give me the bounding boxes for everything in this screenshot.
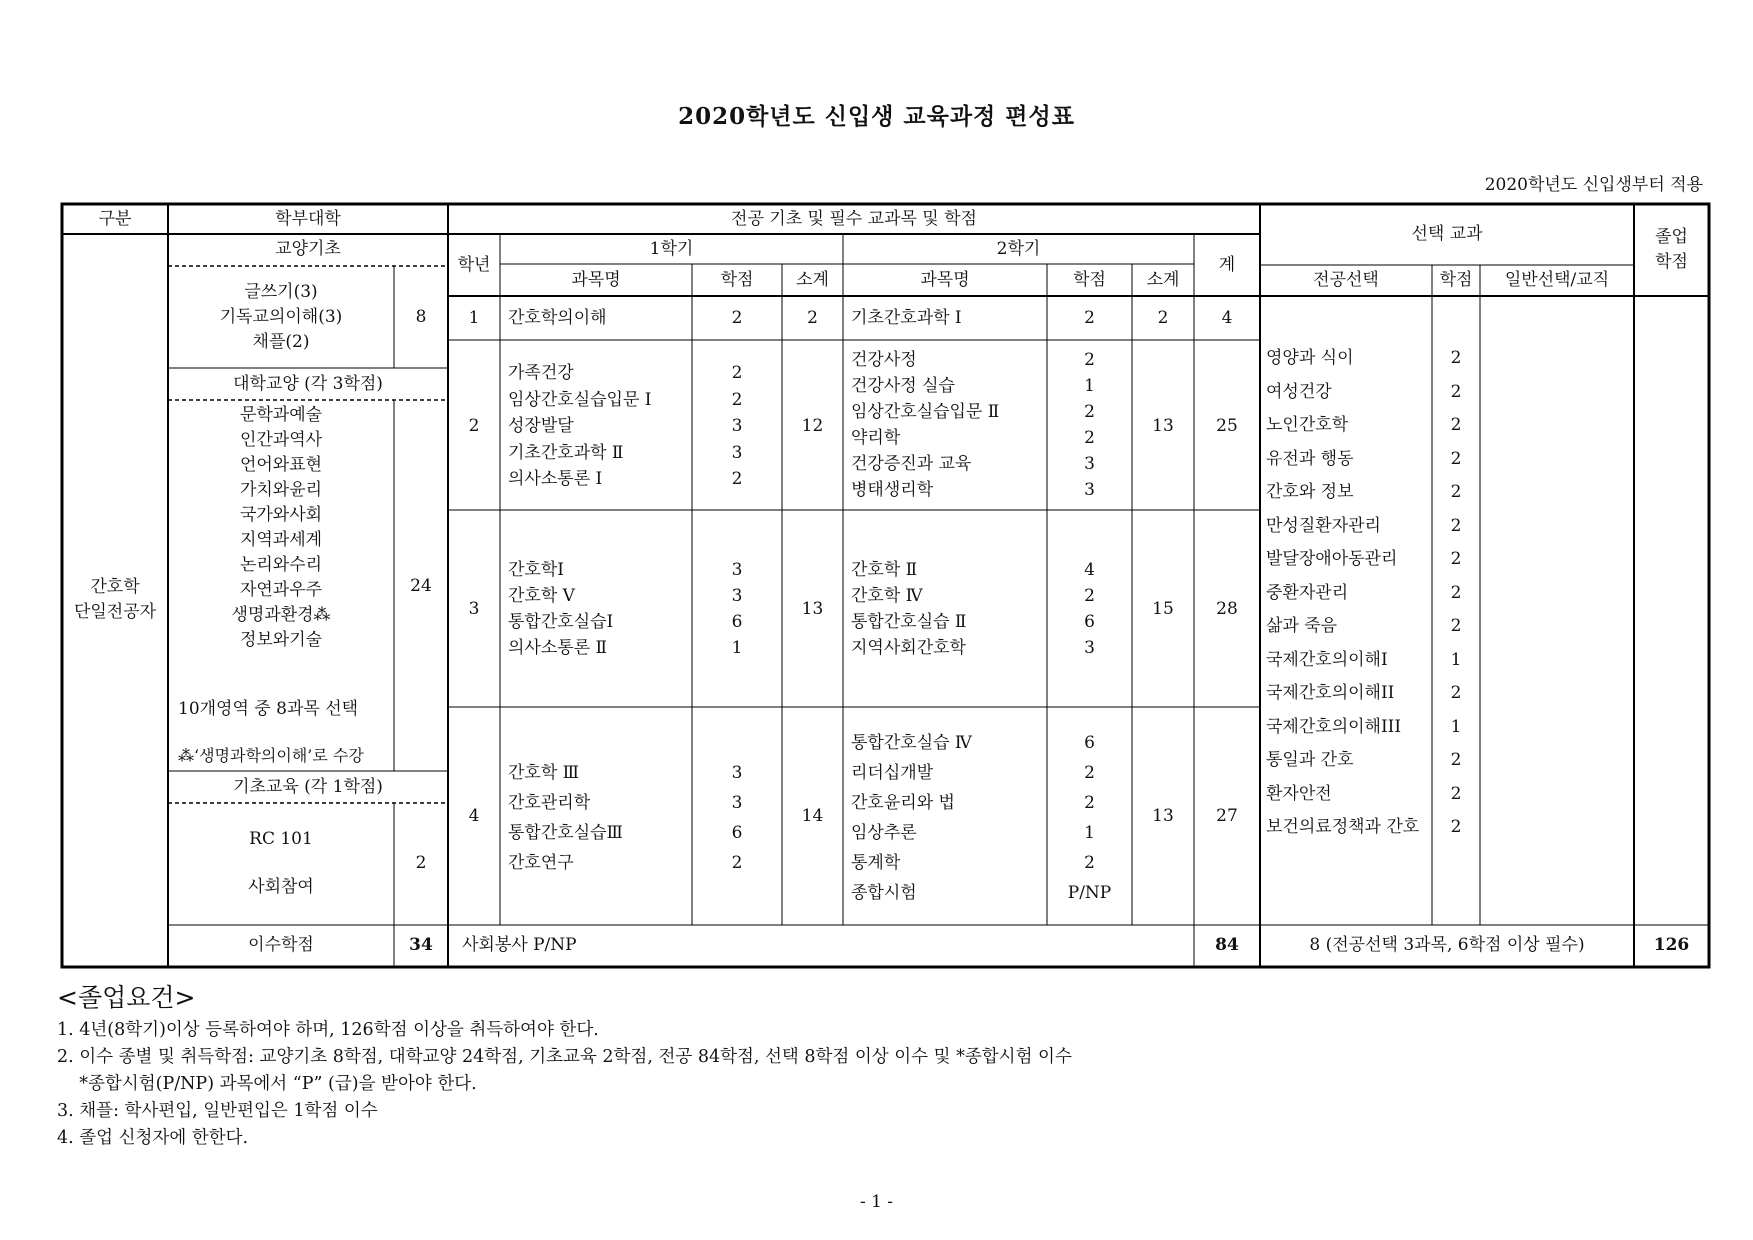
document-title: 2020학년도 신입생 교육과정 편성표 xyxy=(678,103,1075,130)
year-4-s1-credits: 3 3 6 2 xyxy=(731,763,743,873)
year-1-s2-courses: 기초간호과학 Ⅰ xyxy=(851,308,962,328)
year-4-s1-subtotal: 14 xyxy=(801,806,824,826)
year-4-s2-credits: 6 2 2 1 2 P/NP xyxy=(1067,733,1112,903)
elective-credit: 2 xyxy=(1450,348,1462,368)
elective-credit: 1 xyxy=(1450,649,1462,670)
elective-name: 영양과 식이 xyxy=(1266,348,1354,368)
elective-credit: 2 xyxy=(1450,616,1462,636)
elective-credit: 2 xyxy=(1450,515,1462,536)
year-2-total: 25 xyxy=(1216,416,1238,436)
basic-edu-course2: 사회참여 xyxy=(248,877,314,897)
year-1-s2-credits: 2 xyxy=(1084,308,1095,328)
year-2-s2-credits: 2 1 2 2 3 3 xyxy=(1084,350,1095,500)
header-total: 계 xyxy=(1218,255,1236,275)
elective-name: 통일과 간호 xyxy=(1266,750,1354,770)
elective-credit: 1 xyxy=(1450,716,1462,737)
header-credit-1: 학점 xyxy=(720,270,754,290)
year-4-label: 4 xyxy=(468,806,480,826)
elective-name: 유전과 행동 xyxy=(1266,448,1354,469)
basic-liberal-title: 교양기초 xyxy=(275,239,341,259)
year-3-total: 28 xyxy=(1216,599,1238,619)
requirement-item: 2. 이수 종별 및 취득학점: 교양기초 8학점, 대학교양 24학점, 기초교육 2학점, 전공 84학점, 선택 8학점 이상 이수 및 *종합시험 이수 xyxy=(57,1047,1072,1067)
elective-name: 노인간호학 xyxy=(1266,415,1349,435)
elective-credit: 2 xyxy=(1450,750,1462,770)
year-1-s1-subtotal: 2 xyxy=(807,308,818,328)
college-liberal-title: 대학교양 (각 3학점) xyxy=(233,374,383,394)
college-liberal-credits: 24 xyxy=(410,576,432,596)
college-liberal-note1: 10개영역 중 8과목 선택 xyxy=(178,699,359,719)
elective-name: 삶과 죽음 xyxy=(1266,616,1338,636)
year-4-s2-courses: 통합간호실습 Ⅳ 리더십개발 간호윤리와 법 임상추론 통계학 종합시험 xyxy=(851,733,972,903)
elective-name: 국제간호의이해III xyxy=(1266,716,1402,737)
elective-credit: 2 xyxy=(1450,817,1462,837)
year-3-s1-subtotal: 13 xyxy=(801,599,824,619)
year-2-s2-subtotal: 13 xyxy=(1152,416,1174,436)
header-gubun: 구분 xyxy=(98,209,132,229)
year-4-total: 27 xyxy=(1216,806,1238,826)
elective-credit: 2 xyxy=(1450,549,1462,569)
year-1-label: 1 xyxy=(468,308,480,328)
applies-note: 2020학년도 신입생부터 적용 xyxy=(1484,175,1703,195)
elective-name: 중환자관리 xyxy=(1266,582,1349,603)
elective-credit: 2 xyxy=(1450,415,1462,435)
category-label: 간호학 단일전공자 xyxy=(73,577,157,622)
elective-name: 여성건강 xyxy=(1266,381,1332,402)
year-1-s2-subtotal: 2 xyxy=(1157,308,1169,328)
year-2-s1-subtotal: 12 xyxy=(801,416,824,436)
elective-name: 환자안전 xyxy=(1266,783,1332,804)
header-year: 학년 xyxy=(457,255,491,275)
elective-name: 간호와 정보 xyxy=(1266,482,1354,502)
header-grad-credits: 졸업 학점 xyxy=(1655,227,1688,272)
year-3-s1-courses: 간호학Ⅰ 간호학 Ⅴ 통합간호실습Ⅰ 의사소통론 Ⅱ xyxy=(508,560,614,658)
requirement-item: 4. 졸업 신청자에 한한다. xyxy=(57,1128,249,1148)
elective-credit: 2 xyxy=(1450,683,1462,703)
summary-service: 사회봉사 P/NP xyxy=(462,935,577,955)
summary-faculty-total: 34 xyxy=(409,935,433,955)
header-general-elective: 일반선택/교직 xyxy=(1504,270,1610,290)
header-major-courses: 전공 기초 및 필수 교과목 및 학점 xyxy=(731,209,977,229)
basic-edu-credits: 2 xyxy=(415,853,427,873)
year-2-s2-courses: 건강사정 건강사정 실습 임상간호실습입문 Ⅱ 약리학 건강증진과 교육 병태생리학 xyxy=(851,350,1000,500)
year-1-total: 4 xyxy=(1221,308,1233,328)
header-major-elective: 전공선택 xyxy=(1313,270,1379,290)
college-liberal-courses: 문학과예술 인간과역사 언어와표현 가치와윤리 국가와사회 지역과세계 논리와수리 자연과우주 생명과환경⁂ 정보와기술 xyxy=(231,405,331,650)
year-2-s1-courses: 가족건강 임상간호실습입문 Ⅰ 성장발달 기초간호과학 Ⅱ 의사소통론 Ⅰ xyxy=(508,363,652,489)
elective-name: 국제간호의이해II xyxy=(1266,683,1395,703)
year-3-s1-credits: 3 3 6 1 xyxy=(731,560,743,658)
requirement-item: *종합시험(P/NP) 과목에서 “P” (급)을 받아야 한다. xyxy=(57,1074,477,1094)
year-4-s1-courses: 간호학 Ⅲ 간호관리학 통합간호실습Ⅲ 간호연구 xyxy=(508,763,623,873)
header-electives: 선택 교과 xyxy=(1411,224,1483,244)
header-credit-2: 학점 xyxy=(1073,270,1106,290)
basic-liberal-credits: 8 xyxy=(415,307,427,327)
basic-edu-course1: RC 101 xyxy=(249,829,313,849)
requirements-title: <졸업요건> xyxy=(57,983,196,1012)
year-2-label: 2 xyxy=(468,416,480,436)
elective-name: 만성질환자관리 xyxy=(1266,515,1381,536)
year-2-s1-credits: 2 2 3 3 2 xyxy=(731,363,743,489)
header-sem2: 2학기 xyxy=(996,239,1041,259)
year-3-label: 3 xyxy=(468,599,480,619)
elective-credit: 2 xyxy=(1450,381,1462,402)
elective-credit: 2 xyxy=(1450,582,1462,603)
year-3-s2-credits: 4 2 6 3 xyxy=(1084,560,1095,658)
elective-credit: 2 xyxy=(1450,783,1462,804)
summary-label: 이수학점 xyxy=(248,935,314,955)
header-subtotal-1: 소계 xyxy=(796,270,829,290)
requirement-item: 1. 4년(8학기)이상 등록하여야 하며, 126학점 이상을 취득하여야 한다. xyxy=(57,1020,599,1040)
year-1-s1-courses: 간호학의이해 xyxy=(508,308,607,328)
header-faculty: 학부대학 xyxy=(275,209,341,229)
elective-credit: 2 xyxy=(1450,448,1462,469)
header-course-name-1: 과목명 xyxy=(571,270,621,290)
header-subtotal-2: 소계 xyxy=(1146,270,1180,290)
elective-credit: 2 xyxy=(1450,482,1462,502)
summary-grad-total: 126 xyxy=(1653,935,1690,955)
page-number: - 1 - xyxy=(859,1192,894,1212)
year-4-s2-subtotal: 13 xyxy=(1152,806,1174,826)
basic-edu-title: 기초교육 (각 1학점) xyxy=(233,777,383,797)
college-liberal-note2: ⁂‘생명과학의이해’로 수강 xyxy=(178,746,364,765)
header-course-name-2: 과목명 xyxy=(920,270,970,290)
summary-major-total: 84 xyxy=(1215,935,1239,955)
requirement-item: 3. 채플: 학사편입, 일반편입은 1학점 이수 xyxy=(57,1101,378,1121)
header-elective-credit: 학점 xyxy=(1439,270,1473,290)
elective-name: 국제간호의이해I xyxy=(1266,649,1388,670)
year-1-s1-credits: 2 xyxy=(731,308,743,328)
year-3-s2-subtotal: 15 xyxy=(1152,599,1174,619)
header-sem1: 1학기 xyxy=(649,239,694,259)
elective-name: 보건의료정책과 간호 xyxy=(1266,817,1420,837)
summary-elective-total: 8 (전공선택 3과목, 6학점 이상 필수) xyxy=(1309,935,1585,955)
year-3-s2-courses: 간호학 Ⅱ 간호학 Ⅳ 통합간호실습 Ⅱ 지역사회간호학 xyxy=(851,560,967,658)
elective-name: 발달장애아동관리 xyxy=(1266,549,1398,569)
basic-liberal-courses: 글쓰기(3) 기독교의이해(3) 채플(2) xyxy=(219,282,343,352)
